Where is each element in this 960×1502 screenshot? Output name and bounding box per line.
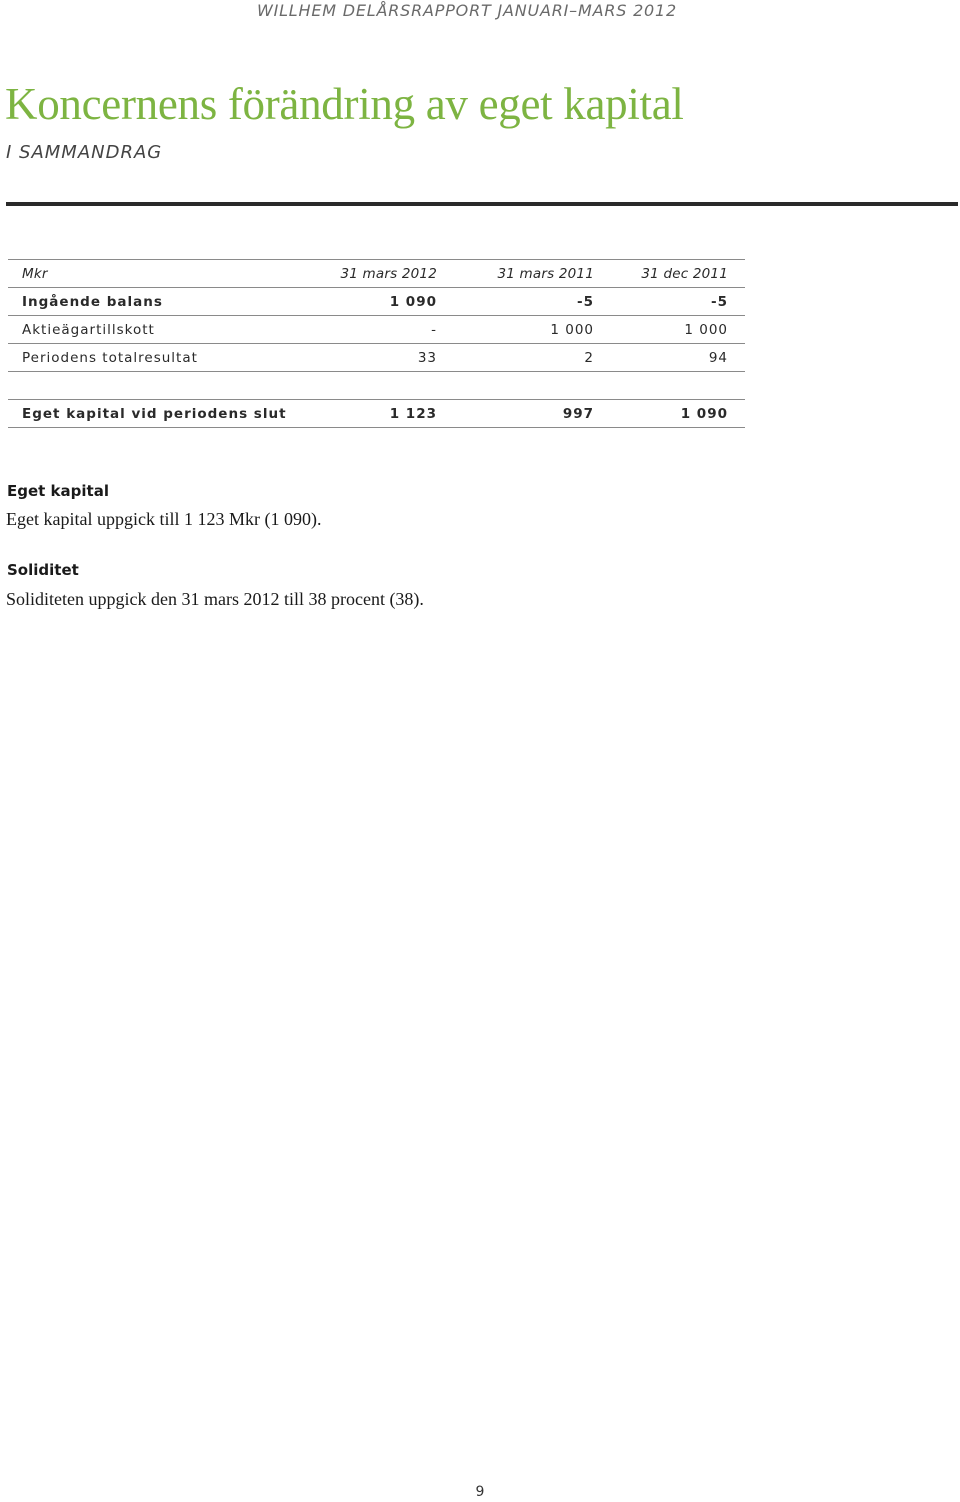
table-spacer-row <box>8 372 745 400</box>
table-cell: 1 000 <box>611 316 745 344</box>
table-cell: 1 123 <box>327 400 454 428</box>
table-cell: -5 <box>611 288 745 316</box>
section-divider <box>6 202 958 206</box>
page-title: Koncernens förändring av eget kapital <box>5 79 684 129</box>
table-cell: 1 000 <box>454 316 611 344</box>
table-row <box>8 316 745 344</box>
table-cell: 2 <box>454 344 611 372</box>
running-header: WILLHEM DELÅRSRAPPORT JANUARI–MARS 2012 <box>256 1 677 20</box>
empty-cell <box>327 372 454 400</box>
page-number: 9 <box>475 1484 485 1500</box>
table-cell: - <box>327 316 454 344</box>
empty-cell <box>454 372 611 400</box>
table-row <box>8 344 745 372</box>
section-heading-equity: Eget kapital <box>7 482 109 500</box>
column-header-unit: Mkr <box>8 260 327 288</box>
row-label: Periodens totalresultat <box>8 344 327 372</box>
table-row <box>8 288 745 316</box>
table-cell: 1 090 <box>611 400 745 428</box>
table-cell: 997 <box>454 400 611 428</box>
row-label: Eget kapital vid periodens slut <box>8 400 327 428</box>
table-cell: 1 090 <box>327 288 454 316</box>
table-total-row <box>8 400 745 428</box>
column-header-period: 31 mars 2011 <box>454 260 611 288</box>
column-header-period: 31 dec 2011 <box>611 260 745 288</box>
column-header-period: 31 mars 2012 <box>327 260 454 288</box>
table-header-row <box>8 260 745 288</box>
table-cell: 94 <box>611 344 745 372</box>
table-cell: 33 <box>327 344 454 372</box>
section-text-equity: Eget kapital uppgick till 1 123 Mkr (1 090). <box>6 509 322 529</box>
section-heading-solidity: Soliditet <box>7 561 79 579</box>
empty-cell <box>8 372 327 400</box>
table-cell: -5 <box>454 288 611 316</box>
equity-table <box>8 259 745 428</box>
page-subtitle: I SAMMANDRAG <box>6 142 163 163</box>
empty-cell <box>611 372 745 400</box>
section-text-solidity: Soliditeten uppgick den 31 mars 2012 till 38 procent (38). <box>6 589 424 609</box>
row-label: Ingående balans <box>8 288 327 316</box>
row-label: Aktieägartillskott <box>8 316 327 344</box>
